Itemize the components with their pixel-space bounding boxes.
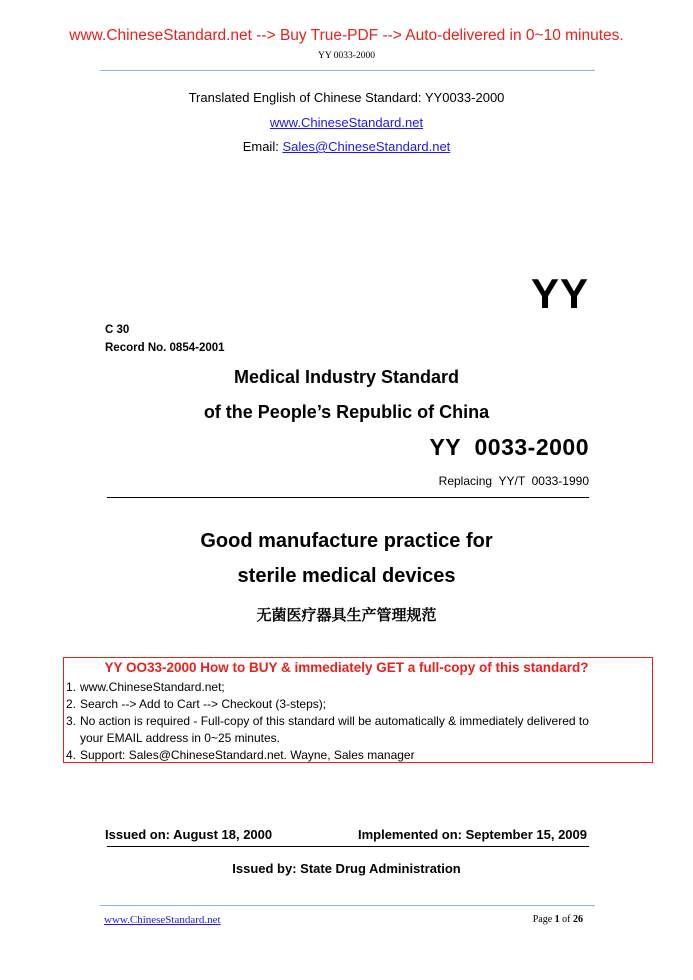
record-number: Record No. 0854-2001: [105, 342, 225, 354]
document-title-chinese: 无菌医疗器具生产管理规范: [256, 607, 437, 624]
email-label: Email:: [242, 139, 283, 154]
footer-divider: [100, 905, 595, 906]
translated-note: Translated English of Chinese Standard: YY0033-2000: [188, 90, 505, 105]
list-item: your EMAIL address in 0~25 minutes.: [80, 731, 280, 745]
promo-banner[interactable]: www.ChineseStandard.net --> Buy True-PDF --> Auto-delivered in 0~10 minutes.: [69, 27, 624, 44]
implemented-on-date: Implemented on: September 15, 2009: [357, 827, 587, 842]
dates-divider: [107, 846, 589, 847]
website-link[interactable]: www.ChineseStandard.net: [269, 115, 424, 130]
standard-type-line2: of the People’s Republic of China: [203, 402, 490, 422]
list-item: 2. Search --> Add to Cart --> Checkout (3-steps);: [66, 697, 327, 711]
title-divider: [107, 497, 589, 498]
list-item: 4. Support: Sales@ChineseStandard.net. Wayne, Sales manager: [66, 748, 415, 762]
category-code: YY: [530, 270, 589, 317]
standard-type-line1: Medical Industry Standard: [233, 367, 460, 387]
document-title-line1: Good manufacture practice for: [200, 530, 493, 552]
page-number: Page 1 of 26: [532, 914, 583, 925]
header-divider: [100, 70, 595, 71]
standard-number: YY 0033-2000: [429, 434, 589, 460]
list-item: 1. www.ChineseStandard.net;: [66, 680, 225, 694]
issued-on-date: Issued on: August 18, 2000: [105, 827, 273, 842]
list-item: 3. No action is required - Full-copy of this standard will be automatically & immediately delivered to: [66, 714, 589, 728]
footer-website-link[interactable]: www.ChineseStandard.net: [104, 914, 221, 926]
replacing-note: Replacing YY/T 0033-1990: [438, 474, 589, 488]
purchase-steps-list: [64, 679, 654, 764]
header-doc-id: YY 0033-2000: [318, 51, 375, 61]
document-title-line2: sterile medical devices: [237, 565, 456, 587]
purchase-heading: YY OO33-2000 How to BUY & immediately GET a full-copy of this standard?: [104, 660, 589, 675]
email-line: [0, 139, 693, 154]
email-link[interactable]: Sales@ChineseStandard.net: [282, 139, 451, 154]
issuing-authority: Issued by: State Drug Administration: [232, 861, 461, 876]
ccs-code: C 30: [105, 324, 130, 336]
